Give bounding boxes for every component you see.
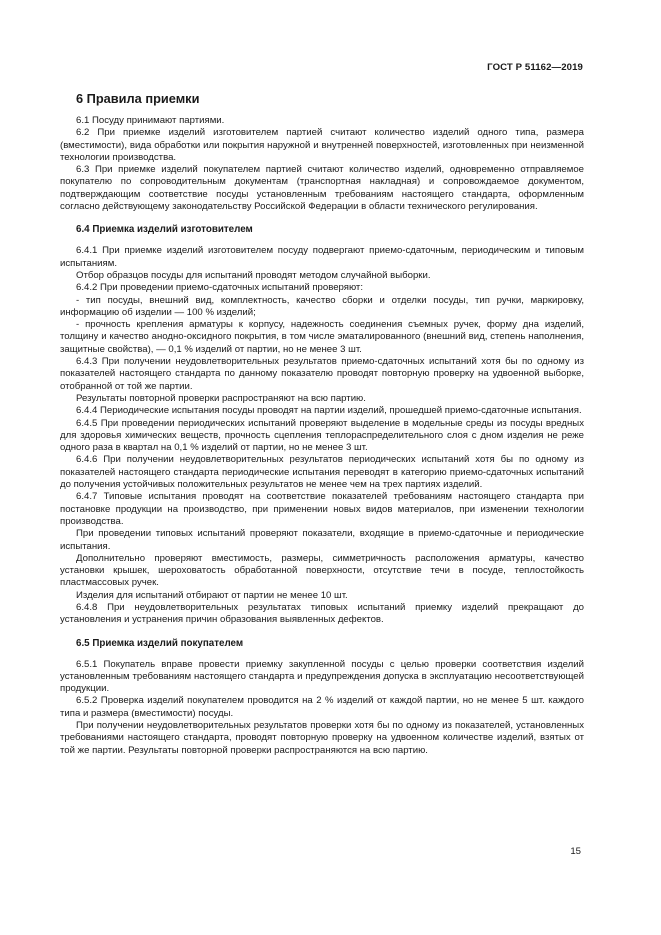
paragraph-sampling: Отбор образцов посуды для испытаний проводят методом случайной выборки. (76, 269, 431, 281)
subsection-title-6-5: 6.5 Приемка изделий покупателем (76, 637, 244, 649)
subsection-title-6-4: 6.4 Приемка изделий изготовителем (76, 224, 253, 236)
paragraph-6-5-1: 6.5.1 Покупатель вправе провести приемку закупленной посуды с целью проверки соответствия изделий установленным требованиям настоящего стандарта и предупреждения допуска в эксплуатацию несоответствующей продукции. (60, 658, 584, 695)
paragraph-6-4-3: 6.4.3 При получении неудовлетворительных результатов приемо-сдаточных испытаний хотя бы по одному из показателей настоящего стандарта по данному показателю проводят повторную проверку на удвоенной выборке, отобранной от той же партии. (60, 356, 584, 392)
paragraph-6-4-4: 6.4.4 Периодические испытания посуды проводят на партии изделий, прошедшей приемо-сдаточные испытания. (76, 405, 582, 417)
page-number: 15 (570, 846, 581, 857)
paragraph-6-3: 6.3 При приемке изделий покупателем партией считают количество изделий, одновременно отправляемое покупателю по сопроводительным документам (транспортная накладная) и сопровождаемое документом, подтверждающим соответствие посуды установленным требованиям настоящего стандарта, оформленным согласно действующему законодательству Российской Федерации в области технического регулирования. (60, 164, 584, 213)
paragraph-6-4-5: 6.4.5 При проведении периодических испытаний проверяют выделение в модельные среды из посуды вредных для здоровья химических веществ, прочность сцепления теплораспределительного слоя с дном изделия не реже одного раза в квартал на 0,1 % изделий от партии, но не менее 3 шт. (60, 417, 584, 454)
standard-header: ГОСТ Р 51162—2019 (487, 62, 583, 73)
paragraph-6-5-2: 6.5.2 Проверка изделий покупателем проводится на 2 % изделий от каждой партии, но не менее 5 шт. каждого типа и размера (вместимости) посуды. (60, 695, 584, 719)
paragraph-6-4-6: 6.4.6 При получении неудовлетворительных результатов периодических испытаний хотя бы по одному из показателей настоящего стандарта периодические испытания переводят в категорию приемо-сдаточных испытаний до получения устойчивых положительных результатов не менее чем на трех партиях изделий. (60, 454, 584, 491)
list-item-visual-check: - тип посуды, внешний вид, комплектность, качество сборки и отделки посуды, тип ручки, маркировку, информацию об изделии — 100 % изделий; (60, 294, 584, 318)
paragraph-type-tests-check: При проведении типовых испытаний проверяют показатели, входящие в приемо-сдаточные и периодические испытания. (60, 528, 584, 552)
paragraph-additional-check: Дополнительно проверяют вместимость, размеры, симметричность расположения арматуры, качество установки крышек, шероховатость обработанной поверхности, отсутствие течи в посуде, теплостойкость пластмассовых ручек. (60, 552, 584, 589)
paragraph-6-4-1: 6.4.1 При приемке изделий изготовителем посуду подвергают приемо-сдаточным, периодическим и типовым испытаниям. (60, 245, 584, 269)
paragraph-repeat-check: При получении неудовлетворительных результатов проверки хотя бы по одному из показателей, установленных требованиями настоящего стандарта, проводят повторную проверку на удвоенном количестве изделий, взятых от той же партии. Результаты повторной проверки распространяются на всю партию. (60, 720, 584, 756)
paragraph-sample-size: Изделия для испытаний отбирают от партии не менее 10 шт. (76, 589, 348, 601)
document-body (60, 91, 584, 757)
paragraph-6-1: 6.1 Посуду принимают партиями. (76, 115, 225, 126)
list-item-strength-check: - прочность крепления арматуры к корпусу, надежность соединения съемных ручек, форму дна изделий, толщину и качество анодно-оксидного покрытия, в том числе эматалированного (внешний вид, степень наполнения, защитные свойства), — 0,1 % изделий от партии, но не менее 3 шт. (60, 319, 584, 355)
paragraph-6-2: 6.2 При приемке изделий изготовителем партией считают количество изделий одного типа, размера (вместимости), вида обработки или покрытия наружной и внутренней поверхностей, изготовленных при неизменной технологии производства. (60, 127, 584, 163)
paragraph-6-4-8: 6.4.8 При неудовлетворительных результатах типовых испытаний приемку изделий прекращают до установления и устранения причин образования выявленных дефектов. (60, 601, 584, 626)
paragraph-6-4-2: 6.4.2 При проведении приемо-сдаточных испытаний проверяют: (76, 282, 363, 294)
section-title: 6 Правила приемки (76, 91, 200, 106)
paragraph-6-4-7: 6.4.7 Типовые испытания проводят на соответствие показателей требованиям настоящего стандарта при постановке продукции на производство, при применении новых видов материалов, при изменении технологии производства. (60, 491, 584, 527)
paragraph-repeat-result: Результаты повторной проверки распространяют на всю партию. (76, 392, 366, 404)
